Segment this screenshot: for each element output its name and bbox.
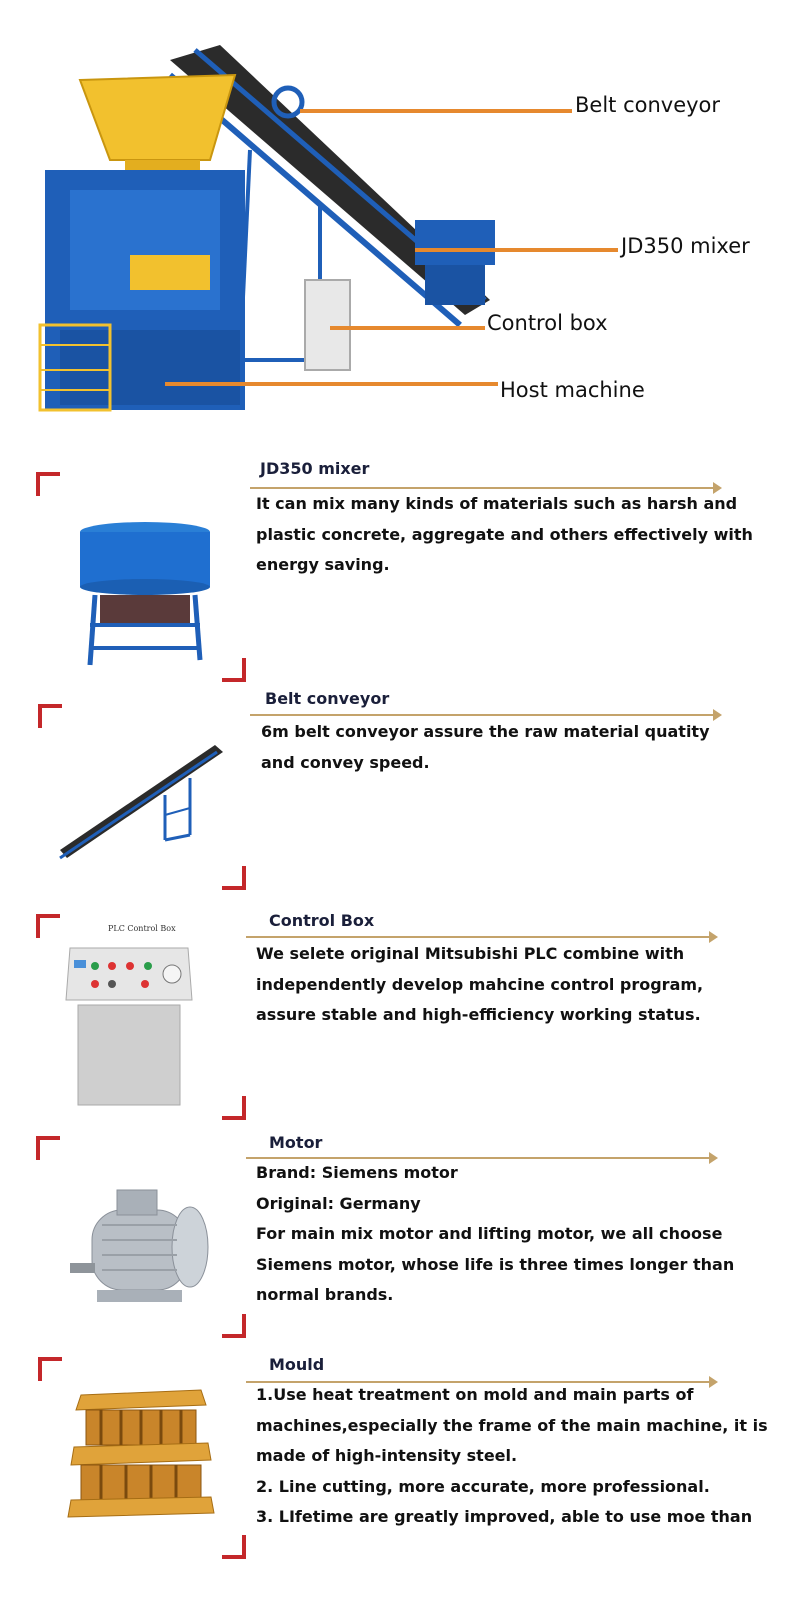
callout-label-belt-conveyor: Belt conveyor (575, 93, 721, 117)
description-line: and convey speed. (261, 752, 430, 772)
bracket-bottom-right (222, 1096, 246, 1120)
title-underline-arrow (246, 936, 716, 938)
description-line: 6m belt conveyor assure the raw material quatity (261, 722, 710, 741)
description-line: Siemens motor, whose life is three times longer than (256, 1254, 735, 1274)
image-caption: PLC Control Box (108, 924, 176, 933)
description-line: machines,especially the frame of the main machine, it is (256, 1415, 768, 1435)
description-line: Original: Germany (256, 1193, 421, 1213)
bracket-bottom-right (222, 1314, 246, 1338)
description-line: We selete original Mitsubishi PLC combine with (256, 944, 685, 963)
callout-line-mixer (415, 248, 618, 252)
section-description (256, 489, 753, 581)
control-box-image (60, 940, 200, 1110)
title-underline-arrow (250, 714, 720, 716)
section-title: JD350 mixer (260, 459, 370, 478)
section-description (261, 717, 710, 778)
description-line: normal brands. (256, 1285, 394, 1304)
section-description (256, 939, 703, 1031)
bracket-top-left (36, 472, 60, 496)
description-line: independently develop mahcine control program, (256, 974, 704, 994)
description-line: 2. Line cutting, more accurate, more professional. (256, 1476, 710, 1496)
section-title: Belt conveyor (265, 689, 390, 708)
callout-line-host-machine (165, 382, 498, 386)
bracket-top-left (36, 914, 60, 938)
description-line: plastic concrete, aggregate and others effectively with (256, 524, 753, 544)
description-line: 3. LIfetime are greatly improved, able to use moe than (256, 1507, 753, 1526)
bracket-top-left (38, 704, 62, 728)
description-line: assure stable and high-efficiency working status. (256, 1005, 701, 1024)
callout-line-belt-conveyor (300, 109, 572, 113)
mould-image (66, 1385, 216, 1520)
section-description (256, 1380, 768, 1533)
description-line: Brand: Siemens motor (256, 1163, 458, 1182)
callout-label-mixer: JD350 mixer (621, 234, 750, 258)
bracket-bottom-right (222, 658, 246, 682)
section-title: Mould (269, 1355, 325, 1374)
bracket-bottom-right (222, 1535, 246, 1559)
description-line: For main mix motor and lifting motor, we all choose (256, 1224, 723, 1243)
section-title: Motor (269, 1133, 323, 1152)
motor-image (62, 1185, 222, 1315)
callout-line-control-box (330, 326, 485, 330)
description-line: 1.Use heat treatment on mold and main parts of (256, 1385, 694, 1404)
belt-conveyor-image (55, 740, 225, 870)
bracket-top-left (36, 1136, 60, 1160)
callout-label-host-machine: Host machine (500, 378, 645, 402)
bracket-bottom-right (222, 866, 246, 890)
description-line: made of high-intensity steel. (256, 1446, 518, 1465)
description-line: It can mix many kinds of materials such as harsh and (256, 494, 738, 513)
section-description (256, 1158, 734, 1311)
bracket-top-left (38, 1357, 62, 1381)
mixer-image (70, 520, 220, 670)
section-title: Control Box (269, 911, 375, 930)
callout-label-control-box: Control box (487, 311, 608, 335)
block-machine-illustration (20, 30, 540, 450)
description-line: energy saving. (256, 555, 390, 574)
